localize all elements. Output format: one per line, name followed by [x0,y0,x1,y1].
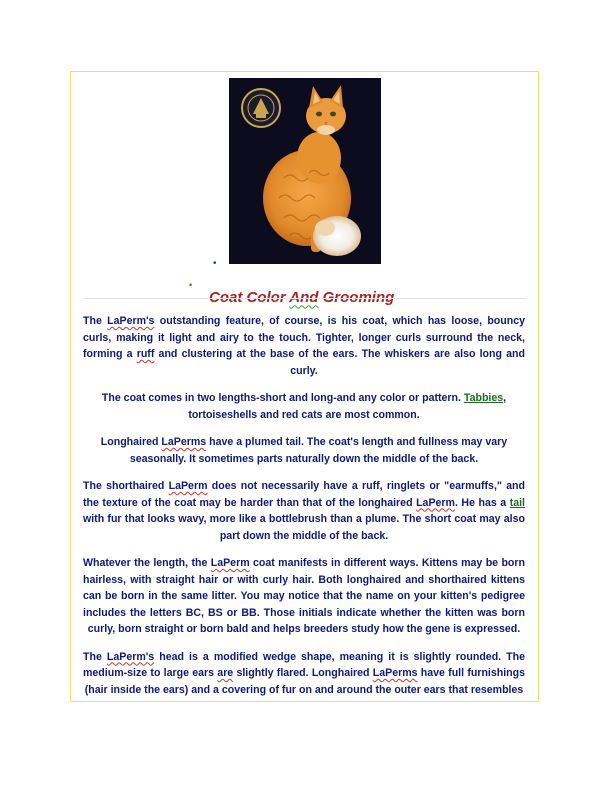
paragraph-shorthaired: The shorthaired LaPerm does not necessarily have a ruff, ringlets or "earmuffs," and the texture of the coat may be harder than that of the longhaired LaPerm. He has a tail with fur that looks wavy, more like a bottlebrush than a plume. The short coat may also part down the middle of the back. [83,480,526,542]
cat-illustration [229,78,381,264]
page-frame [70,71,539,702]
tabbies-link[interactable]: Tabbies [463,392,504,404]
bullet-icon: • [213,258,217,269]
section-heading: Coat Color And Grooming [209,289,395,307]
paragraph-coat-feature: The LaPerm's outstanding feature, of course, is his coat, which has loose, bouncy curls, making it light and airy to the touch. Tighter, longer curls surround the neck, forming a ruff and clustering at the base of the ears. The whiskers are also long and curly. [83,315,526,377]
paragraph-coat-lengths: The coat comes in two lengths-short and long-and any color or pattern. Tabbies, tortoiseshells and red cats are most common. [101,392,507,421]
bullet-icon: • [189,280,193,290]
seal-icon [242,89,280,127]
section-heading-row [71,277,539,307]
cat-photo [229,78,381,264]
paragraph-head-shape: The LaPerm's head is a modified wedge shape, meaning it is slightly rounded. The medium-size to large ears are slightly flared. Longhaired LaPerms have full furnishings (hair inside the ears) and a covering of fur on and around the outer ears that resembles [83,650,525,696]
paragraph-longhaired: Longhaired LaPerms have a plumed tail. The coat's length and fullness may vary seasonally. It sometimes parts naturally down the middle of the back. [100,436,508,465]
tail-link[interactable]: tail [509,496,525,509]
article-body [83,313,525,702]
divider [83,298,526,299]
paragraph-coat-variations: Whatever the length, the LaPerm coat manifests in different ways. Kittens may be born hairless, with straight hair or with curly hair. Both longhaired and shorthaired kittens can be born in the same litter. You may notice that the name on your kitten's pedigree includes the letters BC, BS or BB. Those initials indicate whether the kitten was born curly, born straight or born bald and helps breeders study how the gene is expressed. [83,557,525,635]
